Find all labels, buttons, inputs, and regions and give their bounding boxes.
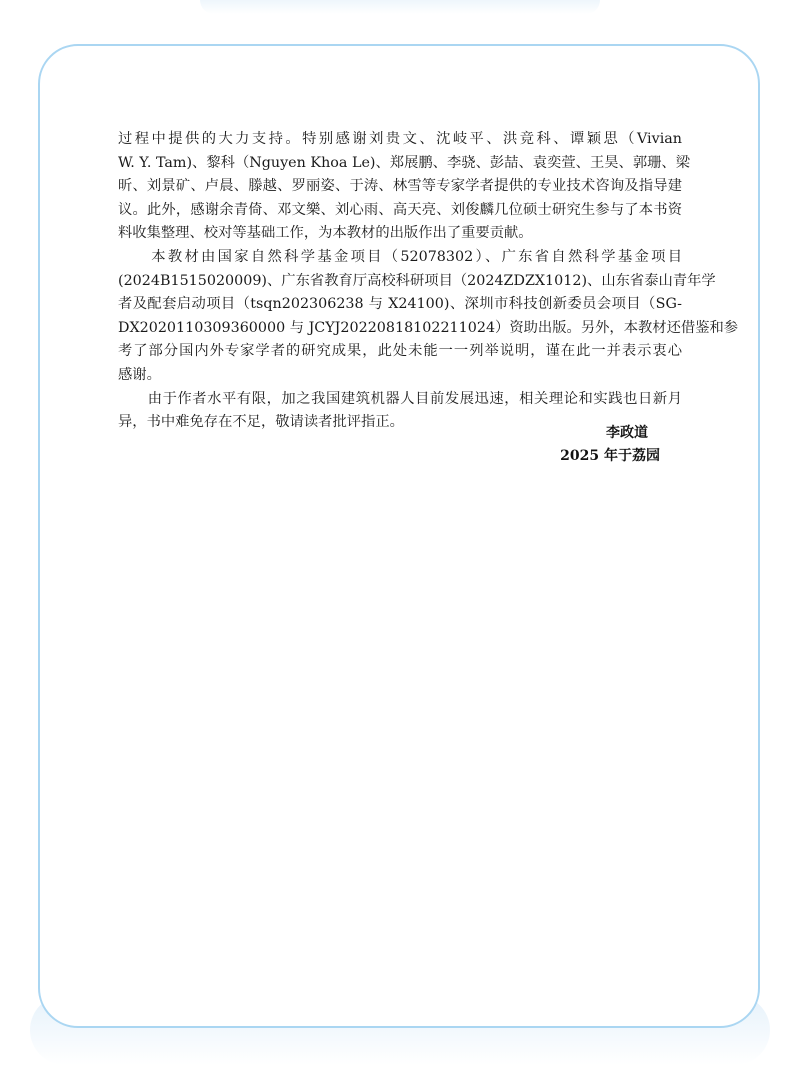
text-line: 议。此外，感谢余青倚、邓文樂、刘心雨、高天亮、刘俊麟几位硕士研究生参与了本书资 — [118, 201, 682, 218]
paragraph-acknowledgement — [118, 128, 691, 246]
decor-top — [200, 0, 600, 14]
paragraph-disclaimer — [118, 388, 682, 435]
signature-date-place: 2025 年于荔园 — [560, 448, 660, 464]
text-line: 昕、刘景矿、卢晨、滕越、罗丽姿、于涛、林雪等专家学者提供的专业技术咨询及指导建 — [118, 178, 682, 195]
text-line: 由于作者水平有限，加之我国建筑机器人目前发展迅速，相关理论和实践也日新月 — [118, 390, 682, 407]
text-line: 考了部分国内外专家学者的研究成果，此处未能一一列举说明，谨在此一并表示衷心 — [118, 343, 682, 360]
signature-author: 李政道 — [606, 425, 648, 441]
text-line: W. Y. Tam)、黎科（Nguyen Khoa Le)、郑展鹏、李骁、彭喆、袁奕萱、王昊、郭珊、梁 — [118, 154, 691, 171]
text-line: 本教材由国家自然科学基金项目（52078302）、广东省自然科学基金项目 — [118, 248, 682, 265]
text-line: 异，书中难免存在不足，敬请读者批评指正。 — [118, 414, 404, 431]
text-line: 者及配套启动项目（tsqn202306238 与 X24100)、深圳市科技创新委员会项目（SG- — [118, 296, 682, 313]
paragraph-funding — [118, 246, 739, 388]
text-line: (2024B1515020009)、广东省教育厅高校科研项目（2024ZDZX1012)、山东省泰山青年学 — [118, 272, 716, 289]
text-line: 料收集整理、校对等基础工作，为本教材的出版作出了重要贡献。 — [118, 225, 533, 242]
preface-body — [118, 128, 739, 435]
text-line: DX20201103093600​00 与 JCYJ20220818102211024）资助出版。另外，本教材还借鉴和参 — [118, 319, 739, 336]
text-line: 过程中提供的大力支持。特别感谢刘贵文、沈岐平、洪竞科、谭颖思（Vivian — [118, 131, 682, 147]
text-line: 感谢。 — [118, 366, 161, 383]
